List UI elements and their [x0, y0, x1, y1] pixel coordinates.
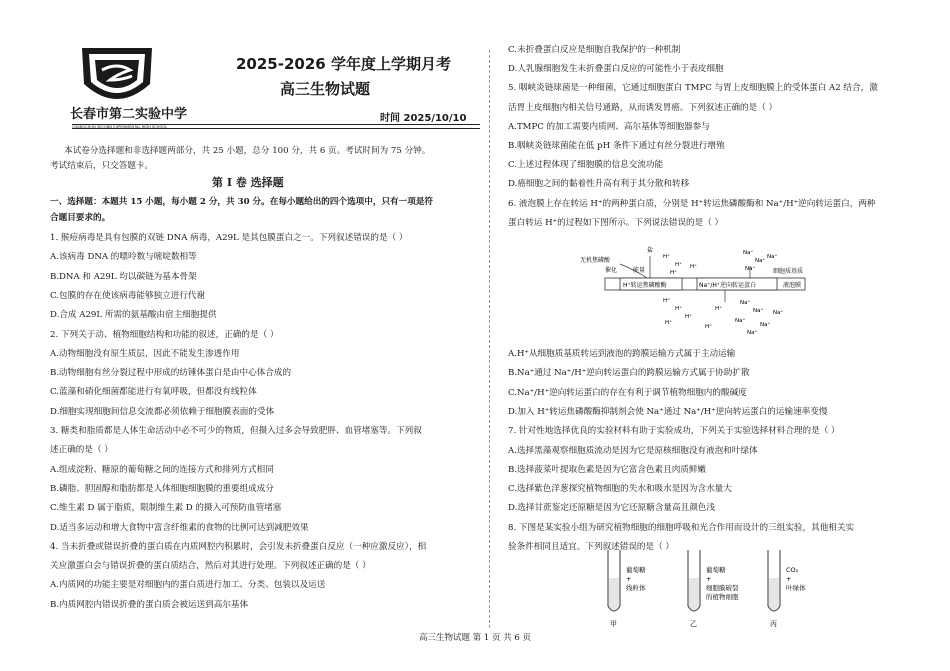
test-tube [688, 550, 739, 628]
hydrogen-ion: H⁺ [690, 264, 698, 270]
left-questions-line: C.蓝藻和硝化细菌都能进行有氧呼吸，但都没有线粒体 [50, 387, 257, 398]
hydrogen-ion: H⁺ [715, 306, 723, 312]
right-lines-mid-line: A.H⁺从细胞质基质转运到液泡的跨膜运输方式属于主动运输 [508, 349, 736, 359]
sodium-ion: Na⁺ [740, 300, 751, 306]
instructions-line: 合题目要求的。 [50, 213, 111, 223]
right-lines-mid-line: D.选择甘蔗鉴定还原糖是因为它还原糖含量高且颜色浅 [508, 503, 715, 514]
left-questions-line: A.组成淀粉、糖原的葡萄糖之间的连接方式和排列方式相同 [50, 464, 274, 475]
right-lines-mid-line: A.选择黑藻观察细胞质流动是因为它是原核细胞没有液泡和叶绿体 [508, 445, 758, 456]
right-lines-top-line: A.TMPC 的加工需要内质网、高尔基体等细胞器参与 [508, 121, 710, 132]
antiporter-label: Na⁺/H⁺逆向转运蛋白 [699, 282, 757, 289]
right-lines-mid-line: C.Na⁺/H⁺逆向转运蛋白的存在有利于调节植物细胞内的酸碱度 [508, 387, 747, 398]
sodium-ion: Na⁺ [735, 318, 746, 324]
sodium-ion: Na⁺ [773, 310, 784, 316]
left-questions-line: B.动物细胞有丝分裂过程中形成的纺锤体蛋白是由中心体合成的 [50, 368, 292, 379]
left-questions-line: 关应激蛋白会与错误折叠的蛋白质结合，然后对其进行处理。下列叙述正确的是（ ） [50, 561, 371, 572]
right-lines-mid-line: D.加入 H⁺转运焦磷酸酶抑制剂会使 Na⁺通过 Na⁺/H⁺逆向转运蛋白的运输速率变慢 [508, 406, 828, 417]
hydrogen-ion: H⁺ [675, 262, 683, 268]
left-questions-line: C.维生素 D 属于脂质，限制维生素 D 的摄入可预防血管堵塞 [50, 503, 282, 514]
left-questions-line: 3. 糖类和脂质都是人体生命活动中必不可少的物质，但摄入过多会导致肥胖、血管堵塞等。下列叙 [50, 426, 422, 436]
left-questions-line: A.内质网的功能主要是对细胞内的蛋白质进行加工、分类、包装以及运送 [50, 580, 326, 591]
right-lines-top-line: D.人乳腺细胞发生未折叠蛋白反应的可能性小于表皮细胞 [508, 64, 724, 75]
sodium-ion: Na⁺ [747, 330, 758, 336]
catalysis-label: 催化 [605, 267, 618, 274]
left-questions-line: A.该病毒 DNA 的嘌呤数与嘧啶数相等 [50, 252, 197, 263]
right-lines-top-line: C.未折叠蛋白反应是细胞自我保护的一种机制 [508, 45, 681, 55]
sodium-ion: Na⁺ [753, 308, 764, 314]
tube-content: 的植物细胞 [706, 593, 739, 601]
vacuole-label: 液泡膜 [783, 282, 802, 289]
right-lines-top-line: 活胃上皮细胞内相关信号通路，从而诱发胃癌。下列叙述正确的是（ ） [508, 102, 778, 113]
hydrogen-ion: H⁺ [705, 324, 713, 330]
hydrogen-ion: H⁺ [663, 298, 671, 304]
school-name: 长春市第二实验中学 [70, 107, 188, 122]
intro-line: 本试卷分选择题和非选择题两部分，共 25 小题，总分 100 分，共 6 页。考试时间为 75 分钟。 [64, 146, 431, 156]
right-lines-mid-line: 验条件相同且适宜。下列叙述错误的是（ ） [508, 542, 675, 552]
left-questions-line: D.合成 A29L 所需的氨基酸由宿主细胞提供 [50, 310, 217, 321]
intro-line: 考试结束后，只交答题卡。 [50, 161, 154, 171]
right-lines-top-line: B.咽峡炎链球菌能在低 pH 条件下通过有丝分裂进行增殖 [508, 141, 725, 151]
left-questions-line: C.包膜的存在使该病毒能够独立进行代谢 [50, 290, 206, 301]
tube-label: 丙 [770, 620, 777, 628]
school-name-en: CHANGCHUN SECOND EXPERIMENTAL HIGH SCHOOL [72, 125, 168, 129]
sodium-ion: Na⁺ [767, 254, 778, 260]
right-lines-top-line: 5. 咽峡炎链球菌是一种细菌，它通过细胞蛋白 TMPC 与胃上皮细胞膜上的受体蛋白 A2 结合，激 [508, 83, 878, 94]
test-tube [768, 550, 806, 628]
left-questions-line: 述正确的是（ ） [50, 445, 113, 456]
right-lines-top-line: 6. 液泡膜上存在转运 H⁺的两种蛋白质，分别是 H⁺转运焦磷酸酶和 Na⁺/H⁺逆向转运蛋白，两种 [508, 198, 876, 209]
column-divider [489, 50, 490, 628]
tube-label: 甲 [610, 620, 617, 628]
tube-experiment [590, 548, 830, 628]
sodium-ion: Na⁺ [743, 250, 754, 256]
sodium-ion: Na⁺ [755, 258, 766, 264]
right-lines-mid-line: 7. 针对性地选择优良的实验材料有助于实验成功，下列关于实验选择材料合理的是（ ） [508, 426, 840, 437]
tube-content: 细胞膜破裂 [706, 584, 739, 592]
header-rule [72, 124, 480, 129]
exam-title: 2025-2026 学年度上学期月考 [236, 55, 451, 73]
pump-label: H⁺转运焦磷酸酶 [623, 282, 667, 289]
left-questions-line: 1. 猴痘病毒是具有包膜的双链 DNA 病毒，A29L 是其包膜蛋白之一。下列叙述错误的是（ ） [50, 233, 408, 243]
tube-content: CO₂ [786, 566, 799, 574]
tube-content: 葡萄糖 [706, 566, 726, 574]
right-lines-mid-line: 8. 下图是某实验小组为研究植物细胞的细胞呼吸和光合作用而设计的三组实验，其他相关实 [508, 522, 855, 533]
tube-liquid [769, 578, 779, 610]
hydrogen-ion: H⁺ [665, 320, 673, 326]
tube-liquid [609, 578, 619, 610]
hydrogen-ion: H⁺ [675, 306, 683, 312]
cytoplasm-label: 细胞质基质 [773, 268, 804, 275]
tube-content: 线粒体 [626, 584, 646, 592]
left-questions-line: B.DNA 和 A29L 均以碳链为基本骨架 [50, 271, 197, 282]
inorganic-label: 无机焦磷酸 [580, 257, 611, 264]
right-lines-top-line: 蛋白转运 H⁺的过程如下图所示。下列说法错误的是（ ） [508, 217, 724, 228]
hydrogen-ion: H⁺ [685, 314, 693, 320]
right-lines-mid-line: B.选择菠菜叶提取色素是因为它富含色素且肉质鲜嫩 [508, 464, 707, 475]
tube-content: + [706, 575, 712, 583]
ion-group [663, 249, 783, 336]
sodium-ion: Na⁺ [745, 266, 756, 272]
test-tube [608, 550, 646, 628]
transport-diagram [575, 240, 815, 340]
tube-content: + [786, 575, 792, 583]
tube-content: 叶绿体 [786, 584, 806, 592]
tube-label: 乙 [690, 620, 697, 628]
hydrogen-ion: H⁺ [670, 270, 678, 276]
left-questions-line: D.细胞实现细胞间信息交流都必须依赖于细胞膜表面的受体 [50, 406, 275, 417]
left-questions-line: A.动物细胞没有原生质层，因此不能发生渗透作用 [50, 348, 240, 359]
subject-title: 高三生物试题 [280, 80, 371, 98]
sodium-ion: Na⁺ [760, 322, 771, 328]
left-questions-line: 2. 下列关于动、植物细胞结构和功能的叙述，正确的是（ ） [50, 329, 279, 340]
right-lines-mid-line: C.选择紫色洋葱探究植物细胞的失水和吸水是因为含水量大 [508, 484, 732, 495]
left-questions-line: 4. 当未折叠或错误折叠的蛋白质在内质网腔内积累时，会引发未折叠蛋白反应（一种应激反应），相 [50, 541, 427, 552]
left-questions-line: B.磷脂、胆固醇和脂肪都是人体细胞细胞膜的重要组成成分 [50, 483, 274, 494]
tube-content: + [626, 575, 632, 583]
exam-date: 时间 2025/10/10 [380, 113, 467, 124]
tube-liquid [689, 578, 699, 610]
page-footer: 高三生物试题 第 1 页 共 6 页 [418, 633, 532, 643]
hydrogen-ion: H⁺ [663, 254, 671, 260]
left-questions-line: D.适当多运动和增大食物中富含纤维素的食物的比例可达到减肥效果 [50, 522, 309, 533]
section-title: 第 Ⅰ 卷 选择题 [212, 176, 284, 189]
right-lines-mid-line: B.Na⁺通过 Na⁺/H⁺逆向转运蛋白的跨膜运输方式属于协助扩散 [508, 368, 750, 379]
salt-label: 盐 [647, 247, 654, 254]
left-questions-line: B.内质网腔内错误折叠的蛋白质会被运送到高尔基体 [50, 599, 249, 610]
tube-content: 葡萄糖 [626, 566, 646, 574]
energy-label: 能量 [633, 267, 646, 274]
right-lines-top-line: C.上述过程体现了细胞膜的信息交流功能 [508, 160, 664, 171]
right-lines-top-line: D.癌细胞之间的黏着性升高有利于其分散和转移 [508, 179, 690, 190]
school-logo [62, 44, 188, 134]
instructions-line: 一、选择题：本题共 15 小题，每小题 2 分，共 30 分。在每小题给出的四个选项中，只有一项是符 [50, 197, 434, 207]
